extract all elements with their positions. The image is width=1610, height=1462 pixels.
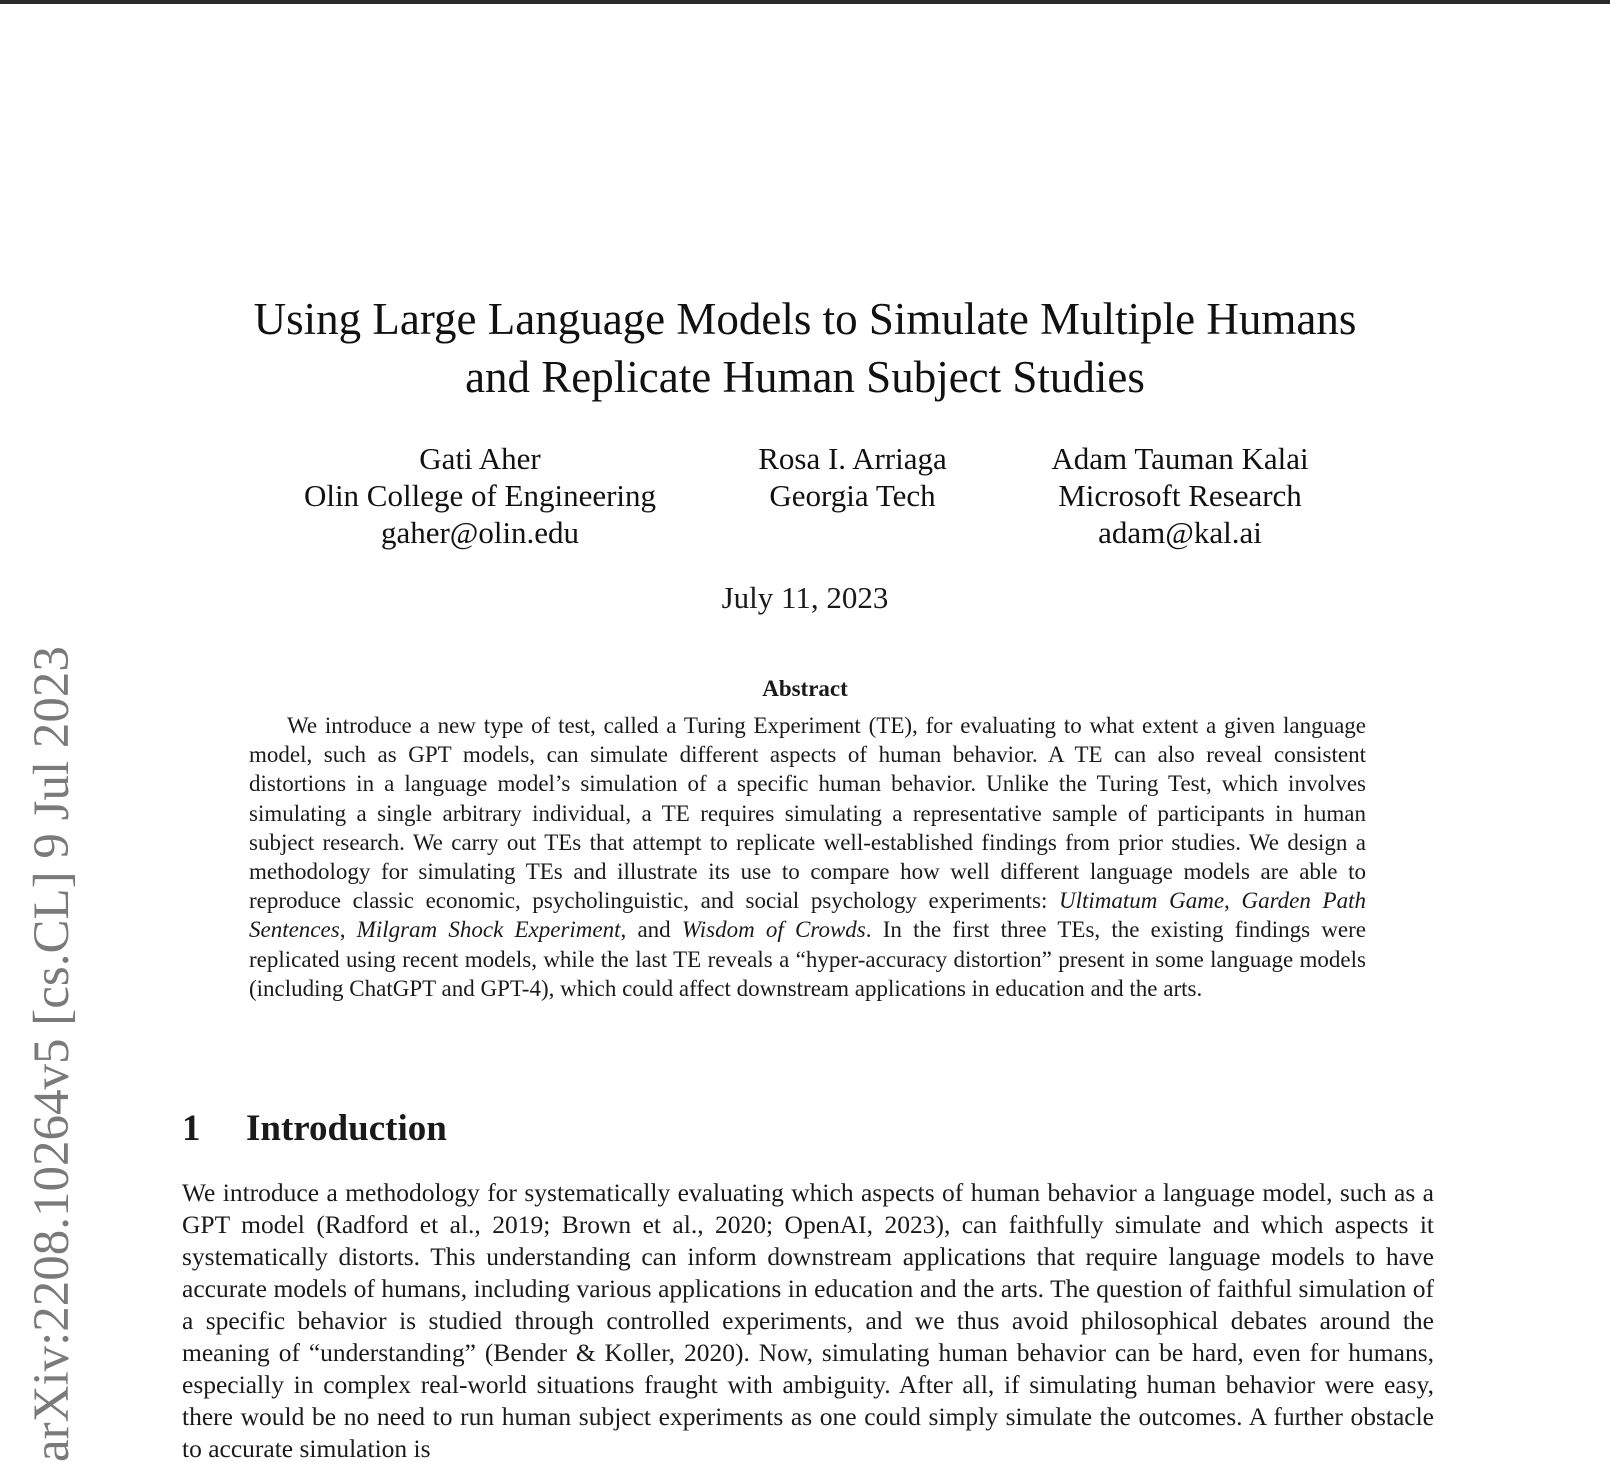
author-name: Adam Tauman Kalai bbox=[1051, 441, 1309, 476]
abstract-separator: , and bbox=[620, 917, 682, 943]
abstract-italic-term: Ultimatum Game bbox=[1059, 888, 1225, 914]
title-line-2: and Replicate Human Subject Studies bbox=[465, 352, 1145, 402]
abstract-heading: Abstract bbox=[762, 676, 848, 701]
author-name: Gati Aher bbox=[419, 441, 541, 476]
arxiv-identifier: arXiv:2208.10264v5 [cs.CL] 9 Jul 2023 bbox=[24, 646, 80, 1462]
abstract-italic-term: Wisdom of Crowds bbox=[681, 917, 866, 943]
author-block bbox=[1015, 440, 1345, 551]
abstract-italic-term: Garden Path Sentences bbox=[249, 888, 1366, 943]
section-title: Introduction bbox=[246, 1108, 447, 1149]
abstract-text-part: . In the first three TEs, the existing findings were replicated using recent models, while the last TE reveals a “hyper-accuracy distortion” present in some language models (including ChatGPT and GPT-4), which could affect downstream applications in education and the arts. bbox=[249, 917, 1366, 1001]
author-name: Rosa I. Arriaga bbox=[758, 441, 947, 476]
author-email: adam@kal.ai bbox=[1098, 515, 1262, 550]
paper-title bbox=[160, 290, 1450, 406]
abstract-separator: , bbox=[1224, 888, 1242, 914]
introduction-paragraph: We introduce a methodology for systematically evaluating which aspects of human behavior a language model, such as a GPT model (Radford et al., 2019; Brown et al., 2020; OpenAI, 2023), can faithfully simulate and which aspects it systematically distorts. This understanding can inform downstream applications that require language models to have accurate models of humans, including various applications in education and the arts. The question of faithful simulation of a specific behavior is studied through controlled experiments, and we thus avoid philosophical debates around the meaning of “understanding” (Bender & Koller, 2020). Now, simulating human behavior can be hard, even for humans, especially in complex real-world situations fraught with ambiguity. After all, if simulating human behavior were easy, there would be no need to run human subject experiments as one could simply simulate the outcomes. A further obstacle to accurate simulation is bbox=[182, 1178, 1434, 1462]
abstract-text bbox=[249, 711, 1366, 1003]
top-border bbox=[0, 0, 1610, 4]
author-email: gaher@olin.edu bbox=[380, 515, 580, 550]
author-affiliation: Microsoft Research bbox=[1058, 478, 1302, 513]
publication-date: July 11, 2023 bbox=[721, 580, 889, 615]
section-heading bbox=[182, 1108, 447, 1150]
section-number: 1 bbox=[182, 1108, 201, 1149]
author-affiliation: Olin College of Engineering bbox=[303, 478, 657, 513]
title-line-1: Using Large Language Models to Simulate Multiple Humans bbox=[253, 294, 1357, 344]
author-block bbox=[720, 440, 985, 514]
author-block bbox=[270, 440, 690, 551]
abstract-separator: , bbox=[339, 917, 357, 943]
author-affiliation: Georgia Tech bbox=[769, 478, 936, 513]
abstract-italic-term: Milgram Shock Experiment bbox=[356, 917, 621, 943]
abstract-text-part: We introduce a new type of test, called a Turing Experiment (TE), for evaluating to what extent a given language model, such as GPT models, can simulate different aspects of human behavior. A TE can also reveal consistent distortions in a language model’s simulation of a specific human behavior. Unlike the Turing Test, which involves simulating a single arbitrary individual, a TE requires simulating a representative sample of participants in human subject research. We carry out TEs that attempt to replicate well-established findings from prior studies. We design a methodology for simulating TEs and illustrate its use to compare how well different language models are able to reproduce classic economic, psycholinguistic, and social psychology experiments: bbox=[249, 713, 1366, 914]
